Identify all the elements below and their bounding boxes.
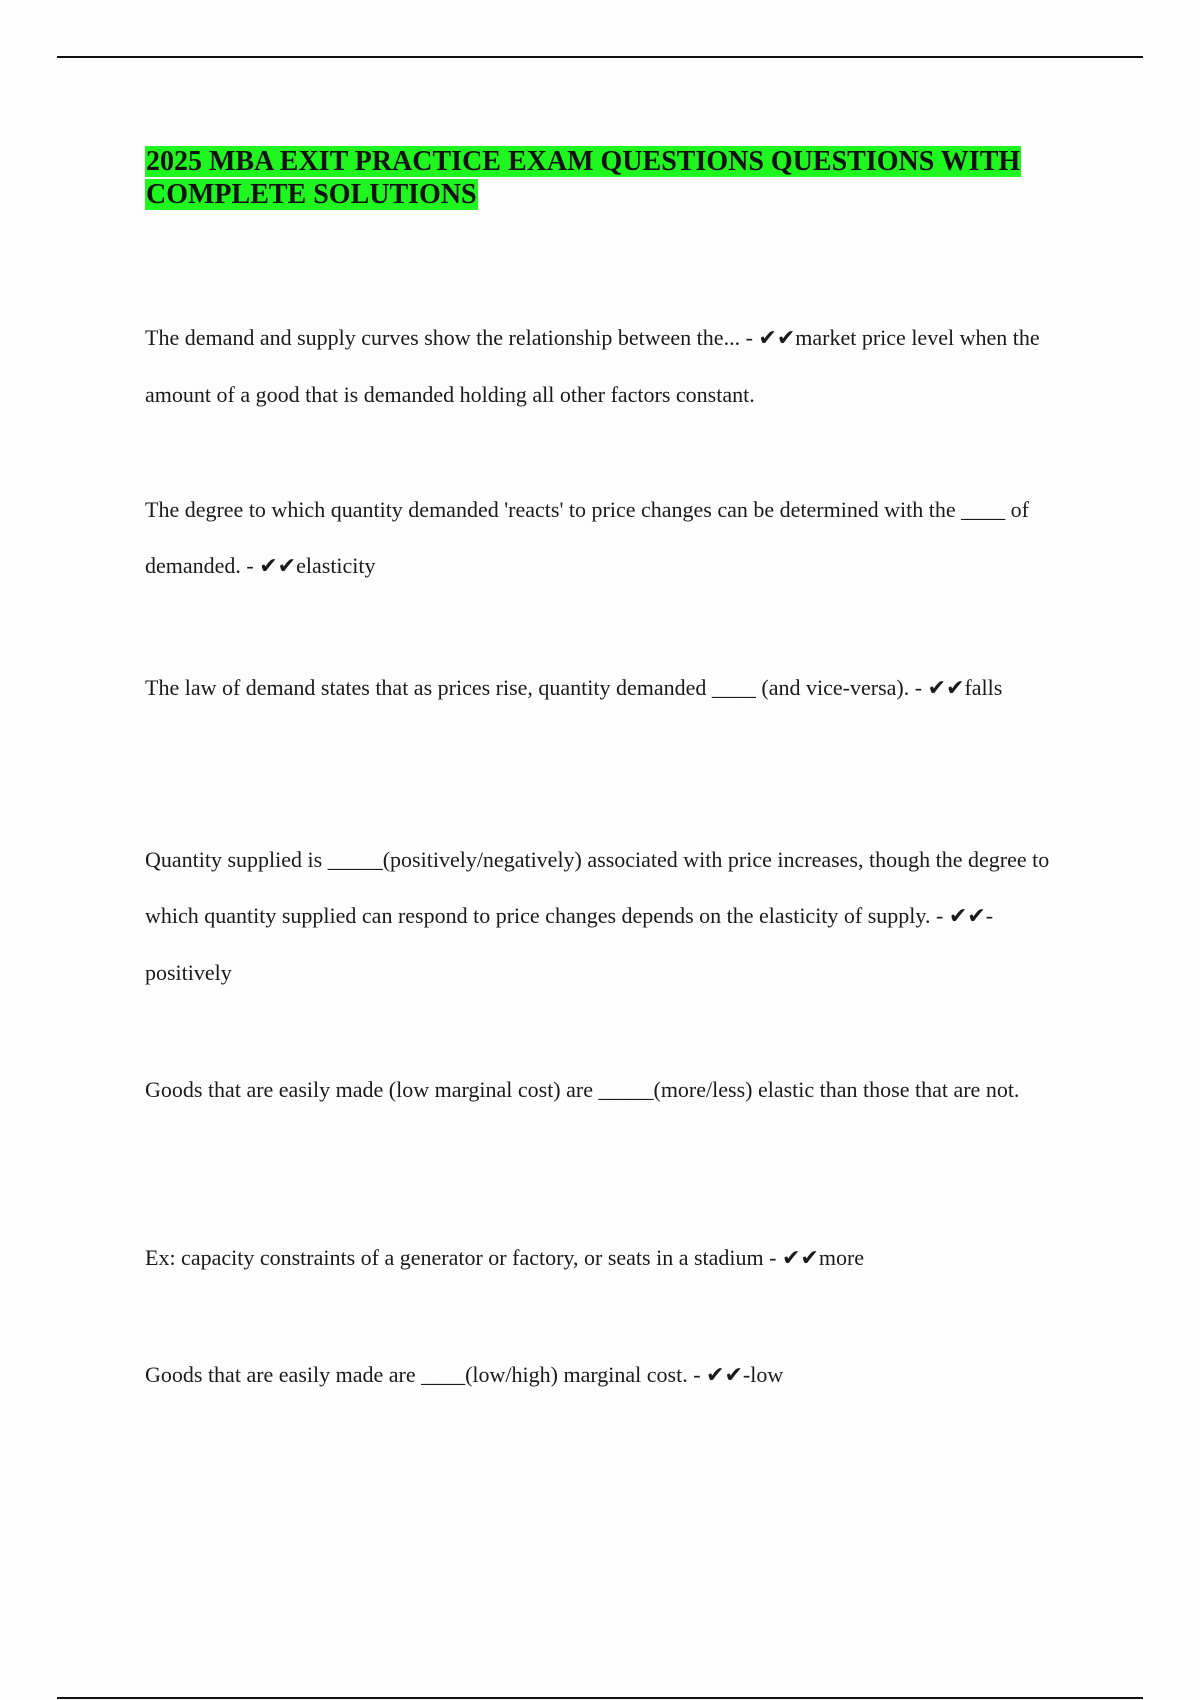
qa-item-2 [145, 482, 1075, 595]
qa-item-1 [145, 310, 1075, 423]
question-text: Goods that are easily made are ____(low/high) marginal cost. - [145, 1362, 707, 1387]
double-check-icon: ✔✔ [706, 1363, 743, 1388]
double-check-icon: ✔✔ [758, 326, 796, 351]
double-check-icon: ✔✔ [948, 904, 986, 929]
question-text: Quantity supplied is _____(positively/negatively) associated with price increases, though the degree to which quantity supplied can respond to price changes depends on the elasticity of supply. - [145, 847, 1050, 928]
qa-item-7 [145, 1347, 1075, 1404]
answer-text: more [818, 1245, 865, 1270]
question-text: The law of demand states that as prices rise, quantity demanded ____ (and vice-versa). - [145, 675, 928, 700]
header-rule [57, 56, 1143, 58]
qa-item-5 [145, 1062, 1075, 1118]
question-text: The demand and supply curves show the relationship between the... - [145, 325, 759, 350]
answer-text: market price level when the amount of a good that is demanded holding all other factors constant. [145, 325, 1040, 407]
document-title [145, 145, 1045, 211]
qa-item-6 [145, 1230, 1075, 1287]
question-text: Ex: capacity constraints of a generator or factory, or seats in a stadium - [145, 1245, 782, 1270]
answer-text: falls [964, 675, 1003, 700]
footer-rule [57, 1697, 1143, 1699]
title-line-2: COMPLETE SOLUTIONS [146, 179, 477, 210]
double-check-icon: ✔✔ [927, 676, 965, 701]
double-check-icon: ✔✔ [781, 1246, 819, 1271]
question-text: The degree to which quantity demanded 'reacts' to price changes can be determined with the ____ of demanded. - [145, 497, 1029, 578]
qa-item-3 [145, 660, 1075, 717]
answer-text: -positively [145, 903, 994, 985]
question-text: Goods that are easily made (low marginal cost) are _____(more/less) elastic than those that are not. [145, 1077, 1020, 1102]
double-check-icon: ✔✔ [259, 554, 297, 579]
qa-item-4 [145, 832, 1075, 1001]
title-line-1: 2025 MBA EXIT PRACTICE EXAM QUESTIONS QUESTIONS WITH [146, 146, 1021, 177]
answer-text: elasticity [296, 553, 376, 578]
answer-text: -low [742, 1362, 784, 1387]
